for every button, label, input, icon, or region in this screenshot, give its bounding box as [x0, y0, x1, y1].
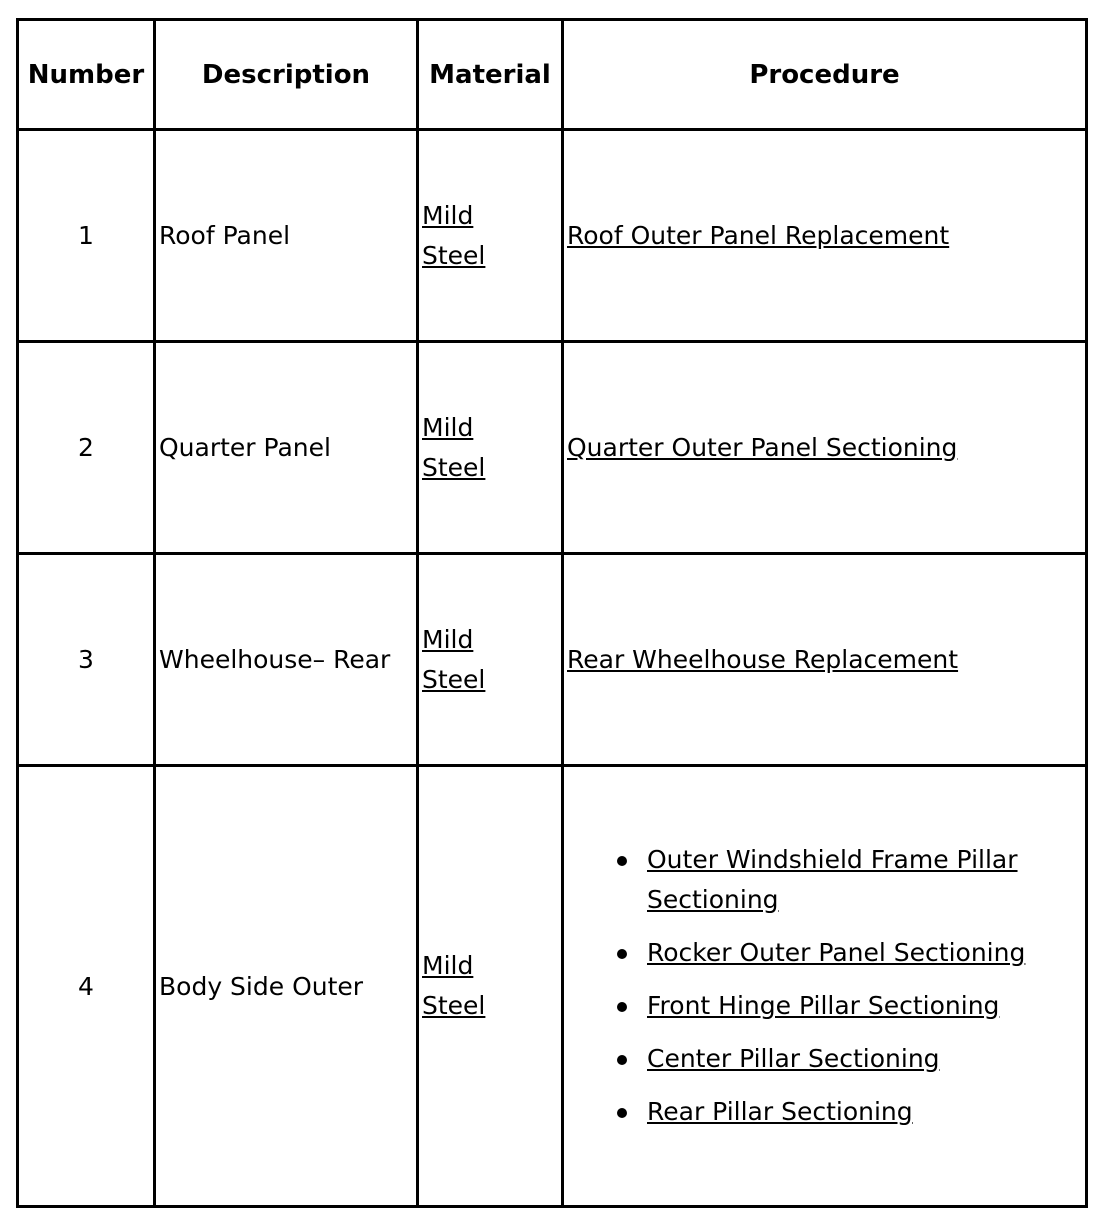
- header-procedure-label: Procedure: [749, 59, 900, 90]
- row-2-material: [416, 340, 561, 552]
- description-value: Roof Panel: [159, 221, 291, 250]
- description-value: Body Side Outer: [159, 971, 364, 1001]
- row-2-procedure: [561, 340, 1085, 552]
- row-number-value: 1: [78, 221, 94, 250]
- material-link[interactable]: [422, 196, 485, 276]
- procedure-link[interactable]: Front Hinge Pillar Sectioning: [647, 991, 1000, 1020]
- header-description: [153, 18, 416, 128]
- row-2-description: [153, 340, 416, 552]
- material-line: Steel: [422, 240, 486, 270]
- list-item: [615, 1039, 1085, 1079]
- row-number-value: 3: [78, 645, 94, 674]
- row-number-value: 4: [78, 971, 94, 1001]
- procedure-link[interactable]: Quarter Outer Panel Sectioning: [567, 433, 958, 462]
- row-3-description: [153, 552, 416, 764]
- row-1-material: [416, 128, 561, 340]
- bullet-icon: [617, 856, 627, 866]
- parts-table: [16, 18, 1088, 1208]
- material-line: Mild: [422, 624, 474, 654]
- row-1-procedure: [561, 128, 1085, 340]
- row-4-procedure: [561, 764, 1085, 1205]
- list-item: [615, 933, 1085, 973]
- row-2-number: [16, 340, 153, 552]
- procedure-link[interactable]: Center Pillar Sectioning: [647, 1044, 940, 1073]
- row-4-description: [153, 764, 416, 1205]
- row-1-number: [16, 128, 153, 340]
- bullet-icon: [617, 949, 627, 959]
- procedure-link[interactable]: Outer Windshield Frame Pillar Sectioning: [647, 845, 1018, 914]
- row-1-description: [153, 128, 416, 340]
- list-item: [615, 840, 1085, 920]
- material-link[interactable]: [422, 620, 485, 700]
- material-line: Steel: [422, 452, 486, 482]
- bullet-icon: [617, 1108, 627, 1118]
- row-number-value: 2: [78, 433, 94, 462]
- procedure-link[interactable]: Roof Outer Panel Replacement: [567, 221, 950, 250]
- description-value: Wheelhouse– Rear: [159, 645, 391, 674]
- header-description-label: Description: [201, 59, 371, 90]
- material-line: Steel: [422, 991, 486, 1020]
- row-3-material: [416, 552, 561, 764]
- row-4-number: [16, 764, 153, 1205]
- list-item: [615, 986, 1085, 1026]
- material-link[interactable]: [422, 408, 485, 488]
- row-3-number: [16, 552, 153, 764]
- bullet-icon: [617, 1002, 627, 1012]
- material-line: Mild: [422, 200, 474, 230]
- material-link[interactable]: [422, 946, 485, 1026]
- procedure-link[interactable]: Rear Wheelhouse Replacement: [567, 645, 959, 674]
- procedure-link[interactable]: Rear Pillar Sectioning: [647, 1097, 913, 1126]
- header-material: [416, 18, 561, 128]
- material-line: Steel: [422, 664, 486, 694]
- description-value: Quarter Panel: [159, 433, 331, 462]
- procedure-link[interactable]: Rocker Outer Panel Sectioning: [647, 938, 1026, 967]
- row-3-procedure: [561, 552, 1085, 764]
- header-number: [16, 18, 153, 128]
- bullet-icon: [617, 1055, 627, 1065]
- procedure-list: [567, 840, 1085, 1132]
- row-4-material: [416, 764, 561, 1205]
- material-line: Mild: [422, 412, 474, 442]
- list-item: [615, 1092, 1085, 1132]
- header-material-label: Material: [429, 59, 551, 90]
- header-number-label: Number: [27, 59, 145, 90]
- material-line: Mild: [422, 951, 474, 980]
- header-procedure: [561, 18, 1085, 128]
